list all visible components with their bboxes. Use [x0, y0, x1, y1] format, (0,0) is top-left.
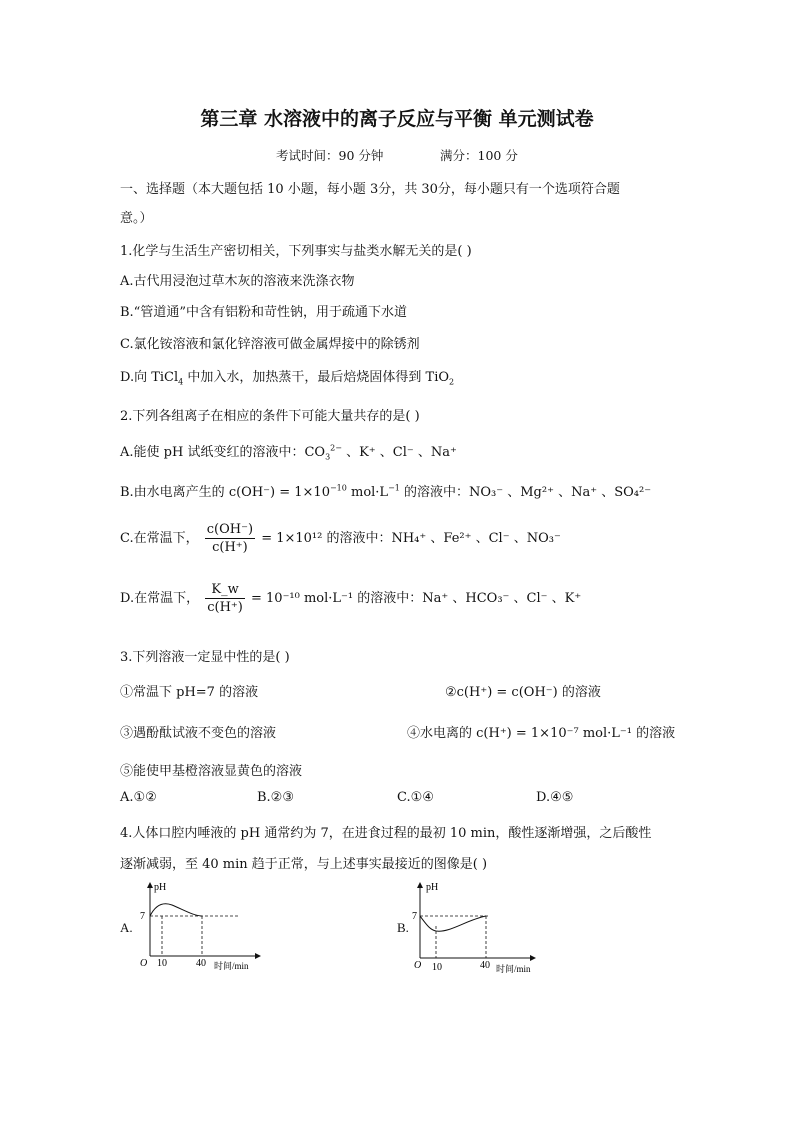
q1-option-b: B.“管道通”中含有铝粉和苛性钠，用于疏通下水道: [120, 305, 407, 320]
x-tick-10: 10: [157, 958, 167, 969]
ph-curve: [150, 904, 202, 916]
q3-item-1: ①常温下 pH=7 的溶液: [120, 685, 259, 700]
q1-stem: 1.化学与生活生产密切相关，下列事实与盐类水解无关的是( ): [120, 244, 472, 259]
fraction: $\frac{K\_w}{c(H^+)}$: [207, 582, 243, 615]
origin-label: O: [414, 960, 422, 971]
q3-stem: 3.下列溶液一定显中性的是( ): [120, 650, 290, 665]
x-axis-arrow: [530, 955, 536, 961]
graph-b: [400, 878, 550, 974]
y-tick-7: 7: [140, 911, 145, 922]
graph-a-label: A.: [120, 920, 133, 935]
q2-option-a: A.能使 pH 试纸变红的溶液中：$CO_3^{2-}$ 、K⁺ 、Cl⁻ 、Na⁺: [120, 443, 457, 462]
x-axis-arrow: [255, 953, 261, 959]
y-axis-label: pH: [426, 882, 439, 893]
q3-item-3: ③遇酚酞试液不变色的溶液: [120, 726, 277, 741]
y-tick-7: 7: [412, 911, 417, 922]
q2-option-c: C.在常温下， $\frac{c(OH^-)}{c(H^+)}$ = 1×10¹² 的溶液中：NH₄⁺ 、Fe²⁺ 、Cl⁻ 、NO₃⁻: [120, 522, 561, 555]
q3-option-a: A.①②: [120, 790, 157, 805]
q1-option-d: D.向 TiCl$_4$ 中加入水，加热蒸干，最后焙烧固体得到 TiO$_2$: [120, 370, 455, 387]
page-title: 第三章 水溶液中的离子反应与平衡 单元测试卷: [200, 108, 594, 130]
q1-option-a: A.古代用浸泡过草木灰的溶液来洗涤衣物: [120, 274, 355, 289]
x-tick-40: 40: [196, 958, 206, 969]
q4-stem-cont: 逐渐减弱，至 40 min 趋于正常，与上述事实最接近的图像是( ): [120, 857, 488, 872]
q4-stem: 4.人体口腔内唾液的 pH 通常约为 7，在进食过程的最初 10 min，酸性逐渐增强，之后酸性: [120, 826, 652, 841]
origin-label: O: [140, 958, 148, 969]
x-axis-label: 时间/min: [496, 964, 531, 974]
graph-b-label: B.: [397, 920, 409, 935]
y-axis-arrow: [417, 882, 423, 888]
section-heading: 一、选择题（本大题包括 10 小题，每小题 3分，共 30分，每小题只有一个选项符合题: [120, 182, 620, 197]
q3-option-b: B.②③: [257, 790, 294, 805]
q3-item-2: ②c(H⁺) = c(OH⁻) 的溶液: [445, 685, 601, 700]
x-axis-label: 时间/min: [214, 961, 249, 970]
full-score: 满分：100 分: [440, 148, 518, 163]
fraction: $\frac{c(OH^-)}{c(H^+)}$: [206, 522, 254, 555]
y-axis-label: pH: [154, 882, 167, 893]
y-axis-arrow: [147, 882, 153, 888]
exam-time: 考试时间：90 分钟: [276, 148, 384, 163]
q2-option-d: D.在常温下， $\frac{K\_w}{c(H^+)}$ = 10⁻¹⁰ mol·L⁻¹ 的溶液中：Na⁺ 、HCO₃⁻ 、Cl⁻ 、K⁺: [120, 582, 582, 615]
x-tick-10: 10: [432, 962, 442, 973]
q3-item-5: ⑤能使甲基橙溶液显黄色的溶液: [120, 764, 303, 779]
section-heading-cont: 意。）: [120, 211, 153, 226]
x-tick-40: 40: [480, 960, 490, 971]
q2-option-b: B.由水电离产生的 $c(OH^-) = 1\times 10^{-10}$ $mol\cdot L^{-1}$ 的溶液中：NO₃⁻ 、Mg²⁺ 、Na⁺ 、SO₄²⁻: [120, 483, 652, 500]
q3-item-4: ④水电离的 c(H⁺) = 1×10⁻⁷ mol·L⁻¹ 的溶液: [407, 726, 676, 741]
graph-a: [130, 878, 280, 970]
q3-option-c: C.①④: [397, 790, 434, 805]
q3-option-d: D.④⑤: [536, 790, 574, 805]
q1-option-c: C.氯化铵溶液和氯化锌溶液可做金属焊接中的除锈剂: [120, 337, 420, 352]
ph-curve: [420, 916, 486, 931]
q2-stem: 2.下列各组离子在相应的条件下可能大量共存的是( ): [120, 409, 420, 424]
